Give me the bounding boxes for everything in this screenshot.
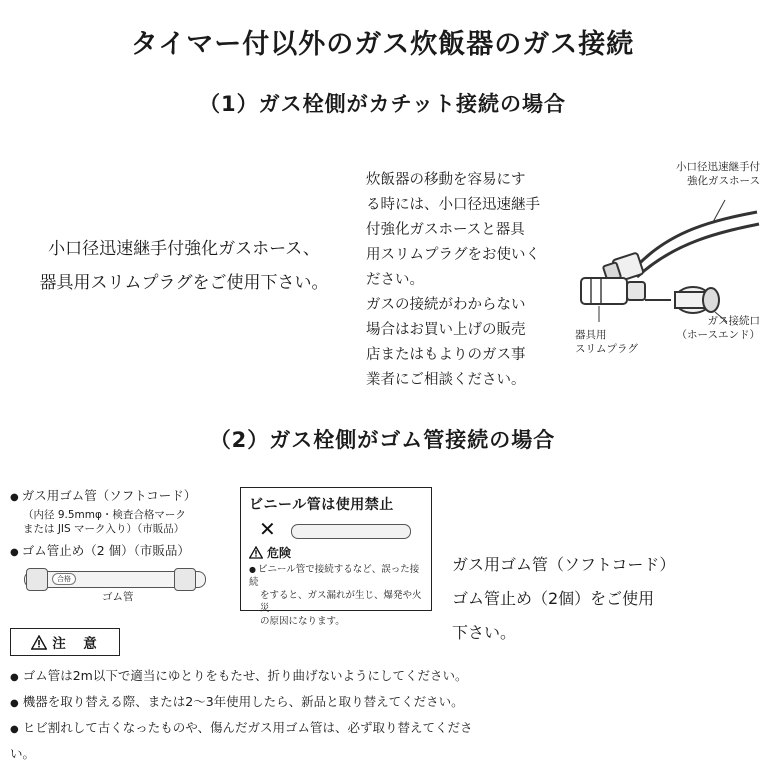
page-title: タイマー付以外のガス炊飯器のガス接続 — [130, 29, 635, 60]
prohibited-x-icon: ✕ — [259, 517, 276, 541]
warning-body-text1: ビニール管で接続するなど、誤った接続 — [249, 564, 420, 588]
right-statement-line1: ガス用ゴム管（ソフトコード） — [452, 555, 676, 574]
note-line2: または JIS マーク入り）（市販品） — [23, 523, 185, 535]
section1-paragraph — [366, 168, 571, 393]
bullet-icon: ● — [249, 565, 256, 574]
label-hose-line1: 小口径迅速継手付 — [676, 161, 760, 173]
hose-pass-mark: 合格 — [52, 573, 76, 585]
list-item-label: ゴム管止め（2 個）（市販品） — [21, 543, 190, 558]
list-item — [10, 487, 235, 506]
caution-triangle-icon — [31, 635, 47, 650]
caution-list-item — [10, 664, 490, 690]
hose-clamp-right — [174, 568, 196, 591]
label-gas-outlet — [677, 314, 760, 342]
gas-hose-illustration — [575, 160, 760, 390]
label-slim-plug — [575, 328, 638, 356]
caution-list-item — [10, 716, 490, 766]
vinyl-pipe-illustration — [241, 517, 431, 542]
section1-heading: （1）ガス栓側がカチット接続の場合 — [199, 92, 566, 116]
label-hose-line2: 強化ガスホース — [687, 175, 760, 187]
paragraph-line: 付強化ガスホースと器具 — [366, 222, 525, 238]
label-slim-plug-line2: スリムプラグ — [575, 343, 638, 355]
note-line1: （内径 9.5mmφ・検査合格マーク — [23, 509, 186, 521]
caution-list-item — [10, 690, 490, 716]
right-statement-line3: 下さい。 — [452, 623, 517, 642]
warning-body-line2: をすると、ガス漏れが生じ、爆発や火災 — [260, 590, 422, 614]
right-statement-line2: ゴム管止め（2個）をご使用 — [452, 589, 655, 608]
paragraph-line: 場合はお買い上げの販売 — [366, 322, 526, 338]
list-item-label: ガス用ゴム管（ソフトコード） — [21, 488, 197, 503]
warning-body-line3: の原因になります。 — [260, 616, 345, 627]
paragraph-line: 炊飯器の移動を容易にす — [366, 172, 526, 188]
label-slim-plug-line1: 器具用 — [575, 329, 607, 341]
caution-list — [10, 664, 490, 766]
section2-left-panel — [10, 487, 235, 601]
danger-row — [249, 544, 431, 561]
caution-item-text: 機器を取り替える際、または2〜3年使用したら、新品と取り替えてください。 — [22, 694, 464, 709]
list-item — [10, 542, 235, 561]
section2-heading: （2）ガス栓側がゴム管接続の場合 — [209, 428, 556, 452]
list-item-note — [23, 508, 235, 536]
warning-body — [249, 563, 425, 628]
caution-label: 注 意 — [52, 636, 99, 652]
caution-item-text: ヒビ割れして古くなったものや、傷んだガス用ゴム管は、必ず取り替えてください。 — [10, 720, 473, 761]
paragraph-line: 業者にご相談ください。 — [366, 372, 526, 388]
paragraph-line: る時には、小口径迅速継手 — [366, 197, 540, 213]
paragraph-line: ガスの接続がわからない — [366, 297, 526, 313]
bullet-icon: ● — [10, 698, 19, 709]
paragraph-line: 店またはもよりのガス事 — [366, 347, 526, 363]
vinyl-pipe-shape — [291, 524, 411, 539]
label-gas-outlet-line1: ガス接続口 — [707, 315, 760, 327]
label-hose — [676, 160, 760, 188]
bullet-icon: ● — [10, 547, 19, 558]
section2-right-statement — [452, 548, 752, 650]
bullet-icon: ● — [10, 724, 19, 735]
section1-left-statement — [14, 232, 354, 300]
warning-title: ビニール管は使用禁止 — [249, 497, 394, 513]
section1-left-statement-line1: 小口径迅速継手付強化ガスホース、 — [48, 239, 320, 259]
hose-caption: ゴム管 — [102, 591, 134, 603]
warning-body-line1 — [249, 563, 425, 589]
caution-item-text: ゴム管は2m以下で適当にゆとりをもたせ、折り曲げないようにしてください。 — [22, 668, 468, 683]
rubber-hose-illustration — [24, 565, 209, 601]
danger-label: 危険 — [267, 546, 292, 560]
hose-clamp-left — [26, 568, 48, 591]
paragraph-line: 用スリムプラグをお使いく — [366, 247, 540, 263]
label-gas-outlet-line2: （ホースエンド） — [676, 329, 760, 341]
paragraph-line: ださい。 — [366, 272, 424, 288]
prohibition-warning-box — [240, 487, 432, 627]
warning-triangle-icon — [249, 546, 263, 559]
bullet-icon: ● — [10, 672, 19, 683]
bullet-icon: ● — [10, 492, 19, 503]
caution-badge — [10, 628, 120, 656]
section1-left-statement-line2: 器具用スリムプラグをご使用下さい。 — [39, 273, 329, 293]
